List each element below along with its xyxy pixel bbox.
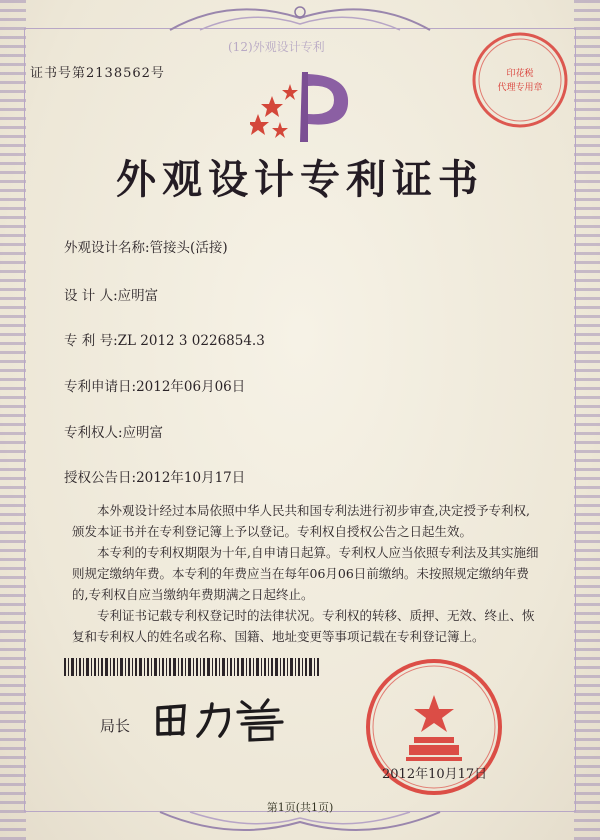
seal-date: 2012年10月17日 [382,767,488,782]
page-footer: 第1页(共1页) [266,801,334,814]
field-label: 专利申请日: [64,379,137,395]
barcode [64,658,324,678]
certificate-title: 外观设计专利证书 [116,157,484,203]
field-label: 外观设计名称: [64,240,150,256]
body-paragraph: 本专利的专利权期限为十年,自申请日起算。专利权人应当依照专利法及其实施细则规定缴纳年费。本专利的年费应当在每年06月06日前缴纳。未按照规定缴纳年费的,专利权自应当缴纳年费期满之日起终止。 [72,545,539,602]
top-ornament [160,0,440,34]
director-signature [150,694,290,744]
certificate-body [72,500,542,647]
svg-text:印花税: 印花税 [506,69,534,79]
right-decorative-border [574,0,600,840]
series-header: (12)外观设计专利 [228,40,325,54]
field-value: 管接头(活接) [149,240,228,256]
field-designer [64,284,158,304]
field-patentee [64,421,163,441]
certificate-number: 证书号第2138562号 [30,66,165,81]
field-application-date [64,375,245,395]
patent-office-logo-icon [250,62,360,152]
field-label: 专利权人: [64,425,123,441]
field-patent-number [64,329,265,349]
field-label: 专 利 号: [64,333,118,349]
field-label: 设 计 人: [64,288,118,304]
field-value: 2012年10月17日 [136,470,246,486]
left-decorative-border [0,0,26,840]
field-grant-date [64,466,245,486]
field-value: 2012年06月06日 [136,379,246,395]
field-value: 应明富 [117,288,159,304]
field-label: 授权公告日: [64,470,137,486]
director-title: 局长 [100,717,131,735]
field-design-name [64,236,228,256]
agency-seal [470,30,570,130]
svg-text:代理专用章: 代理专用章 [497,83,543,93]
field-value: ZL 2012 3 0226854.3 [117,333,265,349]
field-value: 应明富 [122,425,164,441]
body-paragraph: 专利证书记载专利权登记时的法律状况。专利权的转移、质押、无效、终止、恢复和专利权人的姓名或名称、国籍、地址变更等事项记载在专利登记簿上。 [72,608,535,644]
director-signature-block [100,715,130,736]
body-paragraph: 本外观设计经过本局依照中华人民共和国专利法进行初步审查,决定授予专利权,颁发本证书并在专利登记簿上予以登记。专利权自授权公告之日起生效。 [72,503,530,539]
